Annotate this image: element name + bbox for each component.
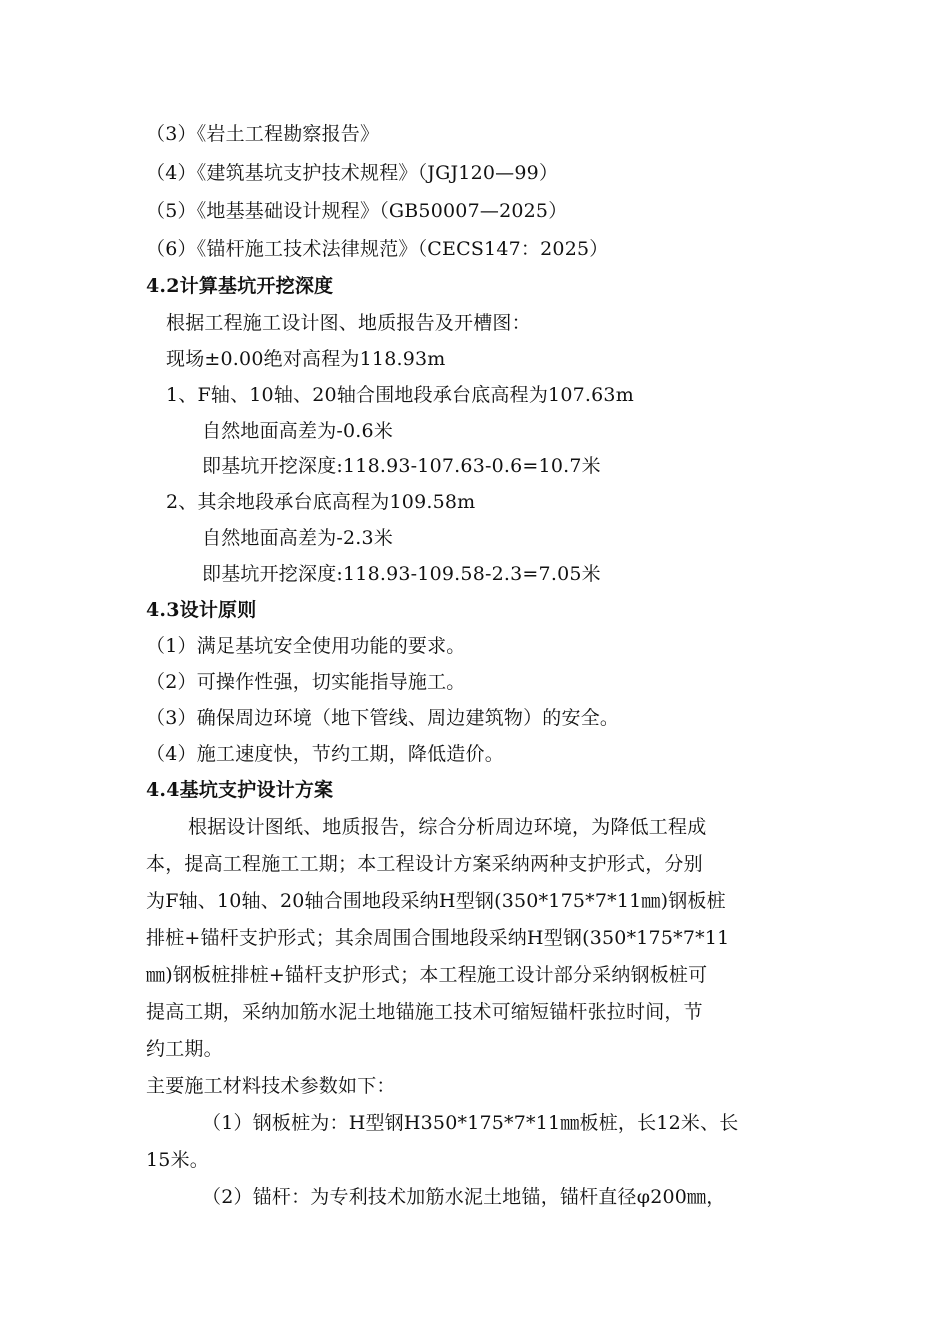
principle-item-1: （1）满足基坑安全使用功能的要求。	[146, 635, 466, 657]
design-paragraph-line: 为F轴、10轴、20轴合围地段采纳H型钢(350*175*7*11㎜)钢板桩	[146, 890, 726, 912]
section-4-2-datum: 现场±0.00绝对高程为118.93m	[166, 348, 446, 370]
section-4-2-item1-diff: 自然地面高差为-0.6米	[202, 420, 394, 442]
reference-item-3: （3）《岩土工程勘察报告》	[146, 123, 380, 145]
reference-item-6: （6）《锚杆施工技术法律规范》（CECS147：2025）	[146, 238, 609, 260]
section-heading-4-3: 4.3设计原则	[146, 599, 257, 621]
section-4-2-item1-title: 1、F轴、10轴、20轴合围地段承台底高程为107.63m	[166, 384, 634, 406]
section-4-2-item2-title: 2、其余地段承台底高程为109.58m	[166, 491, 476, 513]
section-4-2-intro: 根据工程施工设计图、地质报告及开槽图：	[166, 312, 531, 334]
principle-item-4: （4）施工速度快，节约工期，降低造价。	[146, 743, 504, 765]
material-item-2-line-1: （2）锚杆：为专利技术加筋水泥土地锚，锚杆直径φ200㎜，	[202, 1186, 726, 1208]
design-paragraph-line: ㎜)钢板桩排桩+锚杆支护形式；本工程施工设计部分采纳钢板桩可	[146, 964, 708, 986]
design-paragraph-line: 约工期。	[146, 1038, 223, 1060]
section-4-2-item2-diff: 自然地面高差为-2.3米	[202, 527, 394, 549]
material-item-1-line-2: 15米。	[146, 1149, 209, 1171]
design-paragraph-line: 排桩+锚杆支护形式；其余周围合围地段采纳H型钢(350*175*7*11	[146, 927, 730, 949]
section-4-2-item1-depth: 即基坑开挖深度:118.93-107.63-0.6=10.7米	[202, 455, 601, 477]
section-4-2-item2-depth: 即基坑开挖深度:118.93-109.58-2.3=7.05米	[202, 563, 601, 585]
material-item-1-line-1: （1）钢板桩为：H型钢H350*175*7*11㎜板桩，长12米、长	[202, 1112, 739, 1134]
principle-item-3: （3）确保周边环境（地下管线、周边建筑物）的安全。	[146, 707, 620, 729]
design-paragraph-line: 提高工期，采纳加筋水泥土地锚施工技术可缩短锚杆张拉时间，节	[146, 1001, 703, 1023]
design-paragraph-line: 本，提高工程施工工期；本工程设计方案采纳两种支护形式，分别	[146, 853, 703, 875]
section-heading-4-4: 4.4基坑支护设计方案	[146, 779, 334, 801]
principle-item-2: （2）可操作性强，切实能指导施工。	[146, 671, 466, 693]
design-paragraph-line: 根据设计图纸、地质报告，综合分析周边环境，为降低工程成	[188, 816, 707, 838]
reference-item-4: （4）《建筑基坑支护技术规程》（JGJ120—99）	[146, 162, 559, 184]
section-heading-4-2: 4.2计算基坑开挖深度	[146, 275, 334, 297]
reference-item-5: （5）《地基基础设计规程》（GB50007—2025）	[146, 200, 568, 222]
materials-intro: 主要施工材料技术参数如下：	[146, 1075, 396, 1097]
